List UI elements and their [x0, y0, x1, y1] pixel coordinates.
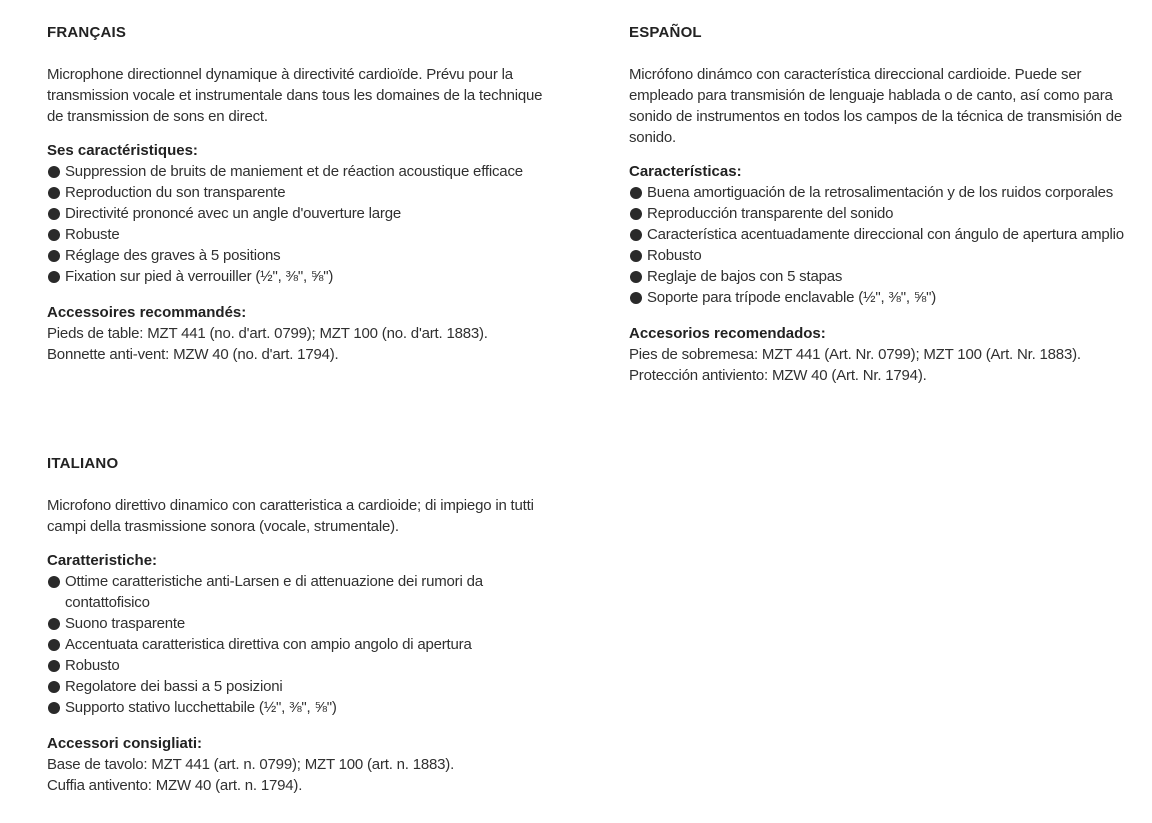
feature-text: Ottime caratteristiche anti-Larsen e di attenuazione dei rumori da contattofisico	[65, 573, 483, 611]
bullet-icon	[48, 166, 60, 178]
feature-text: Soporte para trípode enclavable (½", ⅜", ⅝")	[647, 289, 937, 306]
bullet-icon	[48, 208, 60, 220]
bullet-icon	[48, 271, 60, 283]
accessories-heading: Accesorios recomendados:	[629, 325, 826, 342]
list-item	[47, 224, 557, 245]
list-item	[629, 203, 1129, 224]
bullet-icon	[48, 187, 60, 199]
feature-text: Buena amortiguación de la retrosalimentación y de los ruidos corporales	[647, 184, 1114, 201]
feature-text: Característica acentuadamente direccional con ángulo de apertura amplio	[647, 226, 1124, 243]
section-intro: Micrófono dinámco con característica direccional cardioide. Puede ser empleado para transmisión de lenguaje hablada o de canto, así como para sonido de instrumentos en todos los campos de la técnica de transmisión de sonido.	[629, 66, 1122, 146]
features-heading: Características:	[629, 163, 742, 180]
accessory-line: Pies de sobremesa: MZT 441 (Art. Nr. 0799); MZT 100 (Art. Nr. 1883).	[629, 346, 1081, 363]
accessory-line: Protección antiviento: MZW 40 (Art. Nr. 1794).	[629, 367, 927, 384]
list-item	[47, 161, 557, 182]
list-item	[629, 287, 1129, 308]
feature-text: Regolatore dei bassi a 5 posizioni	[65, 678, 283, 695]
bullet-icon	[630, 187, 642, 199]
features-list	[47, 571, 557, 718]
bullet-icon	[630, 208, 642, 220]
list-item	[47, 697, 557, 718]
features-list	[47, 161, 557, 287]
section-spanish	[629, 23, 1129, 386]
list-item	[47, 571, 557, 613]
list-item	[629, 182, 1129, 203]
section-title: ITALIANO	[47, 455, 119, 472]
feature-text: Robusto	[647, 247, 702, 264]
list-item	[47, 634, 557, 655]
feature-text: Supporto stativo lucchettabile (½", ⅜", ⅝")	[65, 699, 337, 716]
feature-text: Directivité prononcé avec un angle d'ouverture large	[65, 205, 401, 222]
accessory-line: Cuffia antivento: MZW 40 (art. n. 1794).	[47, 777, 303, 794]
bullet-icon	[48, 618, 60, 630]
section-intro: Microphone directionnel dynamique à directivité cardioïde. Prévu pour la transmission vocale et instrumentale dans tous les domaines de la technique de transmission de sons en direct.	[47, 66, 543, 125]
accessories-heading: Accessoires recommandés:	[47, 304, 247, 321]
bullet-icon	[630, 229, 642, 241]
feature-text: Réglage des graves à 5 positions	[65, 247, 281, 264]
bullet-icon	[48, 660, 60, 672]
list-item	[47, 203, 557, 224]
section-title: ESPAÑOL	[629, 24, 702, 41]
bullet-icon	[48, 702, 60, 714]
section-title: FRANÇAIS	[47, 24, 127, 41]
features-heading: Caratteristiche:	[47, 552, 158, 569]
bullet-icon	[48, 681, 60, 693]
list-item	[47, 245, 557, 266]
accessories-heading: Accessori consigliati:	[47, 735, 203, 752]
list-item	[47, 655, 557, 676]
accessory-line: Base de tavolo: MZT 441 (art. n. 0799); MZT 100 (art. n. 1883).	[47, 756, 455, 773]
section-french	[47, 23, 557, 365]
feature-text: Reglaje de bajos con 5 stapas	[647, 268, 843, 285]
bullet-icon	[48, 639, 60, 651]
bullet-icon	[630, 271, 642, 283]
features-heading: Ses caractéristiques:	[47, 142, 198, 159]
feature-text: Reproduction du son transparente	[65, 184, 286, 201]
feature-text: Robuste	[65, 226, 120, 243]
feature-text: Accentuata caratteristica direttiva con ampio angolo di apertura	[65, 636, 472, 653]
list-item	[629, 224, 1129, 245]
accessory-line: Pieds de table: MZT 441 (no. d'art. 0799); MZT 100 (no. d'art. 1883).	[47, 325, 488, 342]
list-item	[629, 266, 1129, 287]
feature-text: Robusto	[65, 657, 120, 674]
feature-text: Fixation sur pied à verrouiller (½", ⅜", ⅝")	[65, 268, 334, 285]
feature-text: Reproducción transparente del sonido	[647, 205, 894, 222]
list-item	[47, 182, 557, 203]
feature-text: Suono trasparente	[65, 615, 186, 632]
list-item	[629, 245, 1129, 266]
features-list	[629, 182, 1129, 308]
bullet-icon	[48, 576, 60, 588]
accessory-line: Bonnette anti-vent: MZW 40 (no. d'art. 1794).	[47, 346, 339, 363]
list-item	[47, 613, 557, 634]
list-item	[47, 266, 557, 287]
bullet-icon	[630, 292, 642, 304]
feature-text: Suppression de bruits de maniement et de réaction acoustique efficace	[65, 163, 523, 180]
bullet-icon	[630, 250, 642, 262]
bullet-icon	[48, 229, 60, 241]
section-italian	[47, 454, 557, 796]
bullet-icon	[48, 250, 60, 262]
section-intro: Microfono direttivo dinamico con caratteristica a cardioide; di impiego in tutti campi della trasmissione sonora (vocale, strumentale).	[47, 497, 534, 535]
list-item	[47, 676, 557, 697]
